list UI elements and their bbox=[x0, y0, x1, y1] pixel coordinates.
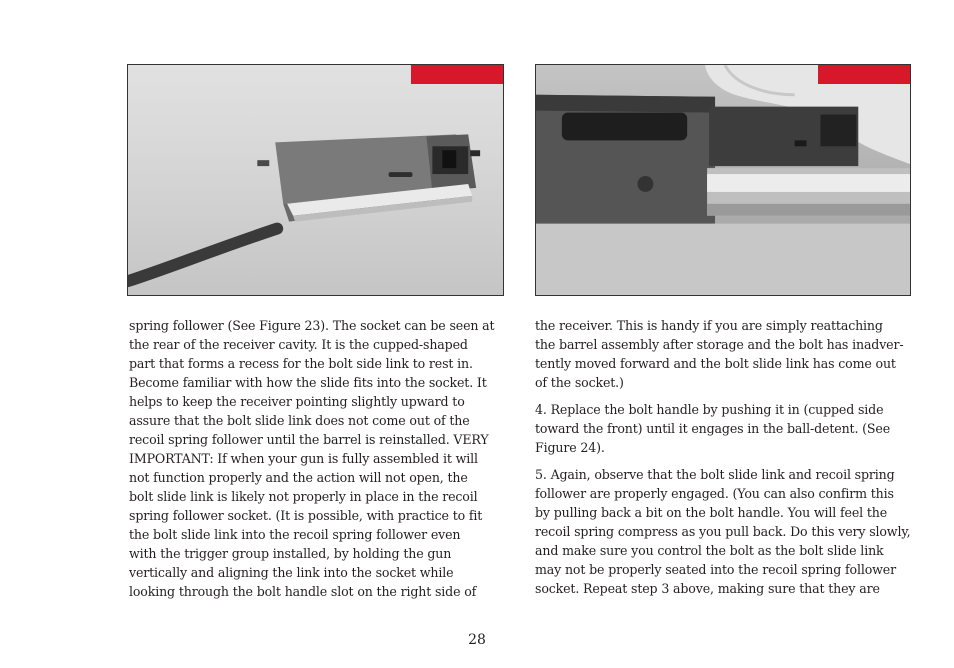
text-column-right bbox=[535, 316, 915, 606]
figure-marker-tab bbox=[411, 65, 503, 84]
receiver-illustration bbox=[536, 65, 910, 295]
paragraph: 4. Replace the bolt handle by pushing it in (cupped side toward the front) until it engages in the ball-detent. (See Figure 24). bbox=[535, 402, 890, 455]
paragraph: 5. Again, observe that the bolt slide link and recoil spring follower are properly engaged. (You can also confirm this by pulling back a bit on the bolt handle. You will feel the recoil spring compress as you pull back. Do this very slowly, and make sure you control the bolt as the bolt slide link may not be properly seated into the recoil spring follower socket. Repeat step 3 above, making sure that they are bbox=[535, 467, 911, 596]
figure-marker-tab bbox=[818, 65, 910, 84]
figure-receiver-photo bbox=[535, 64, 911, 296]
paragraph: spring follower (See Figure 23). The socket can be seen at the rear of the receiver cavity. It is the cupped-shaped part that forms a recess for the bolt side link to rest in. Become familiar with how the slide fits into the socket. It helps to keep the receiver pointing slightly upward to assure that the bolt slide link does not come out of the recoil spring follower until the barrel is reinstalled. VERY IMPORTANT: If when your gun is fully assembled it will not function properly and the action will not open, the bolt slide link is likely not properly in place in the recoil spring follower socket. (It is possible, with practice to fit the bolt slide link into the recoil spring follower even with the trigger group installed, by holding the gun vertically and aligning the link into the socket while looking through the bolt handle slot on the right side of bbox=[129, 318, 495, 599]
page-number: 28 bbox=[468, 632, 486, 648]
figure-bolt-assembly-photo bbox=[127, 64, 504, 296]
paragraph: the receiver. This is handy if you are simply reattaching the barrel assembly after storage and the bolt has inadver- tently moved forward and the bolt slide link has come out of the socket.) bbox=[535, 318, 904, 390]
bolt-assembly-illustration bbox=[128, 65, 503, 295]
text-column-left bbox=[129, 316, 507, 609]
